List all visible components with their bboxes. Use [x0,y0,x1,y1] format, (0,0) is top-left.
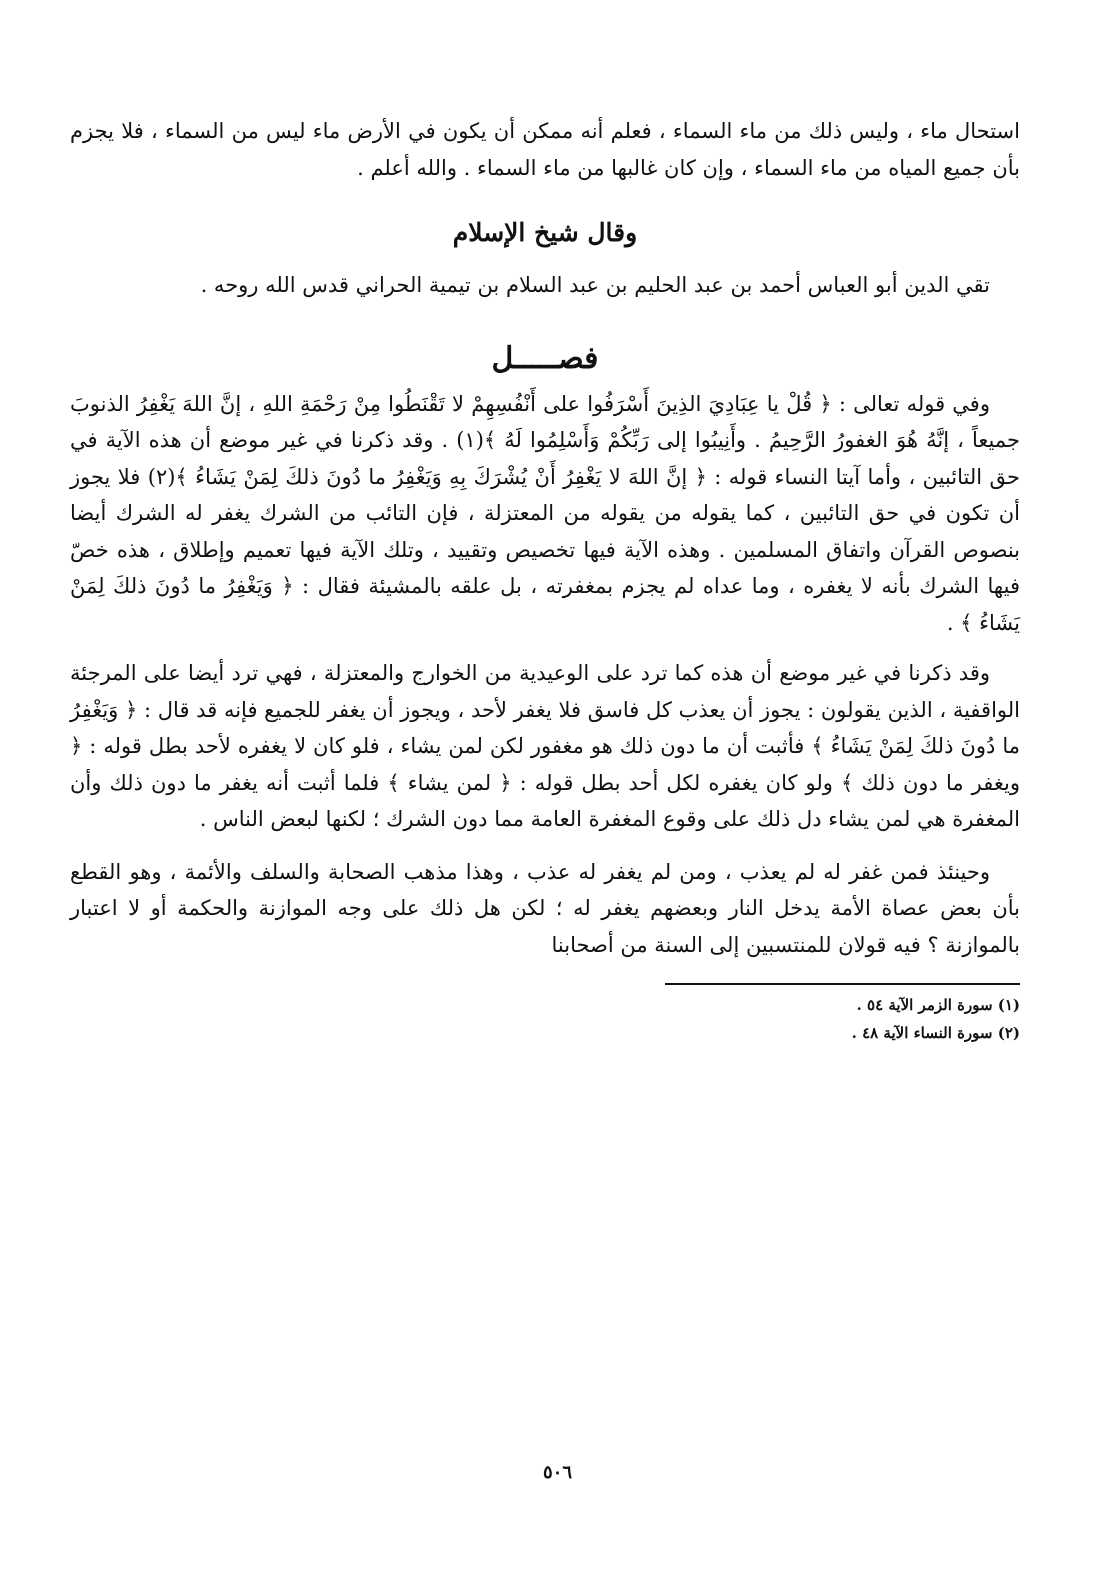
body-paragraph: وحينئذ فمن غفر له لم يعذب ، ومن لم يغفر له عذب ، وهذا مذهب الصحابة والسلف والأئمة ، وهو القطع بأن بعض عصاة الأمة يدخل النار وبعضهم يغفر له ؛ لكن هل ذلك على وجه الموازنة والحكمة أو لا اعتبار بالموازنة ؟ فيه قولان للمنتسبين إلى السنة من أصحابنا [70,859,1020,957]
author-attribution: تقي الدين أبو العباس أحمد بن عبد الحليم بن عبد السلام بن تيمية الحراني قدس الله روحه . [200,273,990,297]
footnote: (٢) سورة النساء الآية ٤٨ . [851,1024,1020,1042]
footnote-divider [665,983,1020,985]
page-number: ٥٠٦ [542,1462,572,1483]
section-heading: فصـــــل [491,340,599,376]
footnotes [70,991,1020,1047]
intro-paragraph: استحال ماء ، وليس ذلك من ماء السماء ، فعلم أنه ممكن أن يكون في الأرض ماء ليس من السماء ، فلا يجزم بأن جميع المياه من ماء السماء ، وإن كان غالبها من ماء السماء . والله أعلم . [70,119,1020,180]
body-paragraph: وفي قوله تعالى : ﴿ قُلْ يا عِبَادِيَ الذِينَ أَسْرَفُوا على أَنْفُسِهِمْ لا تَقْنَطُوا مِنْ رَحْمَةِ اللهِ ، إنَّ اللهَ يَغْفِرُ الذنوبَ جميعاً ، إنَّهُ هُوَ الغفورُ الرَّحِيمُ . وأَنِيبُوا إلى رَبِّكُمْ وَأَسْلِمُوا لَهُ ﴾(١) . وقد ذكرنا في غير موضع أن هذه الآية في حق التائبين ، وأما آيتا النساء قوله : ﴿ إنَّ اللهَ لا يَغْفِرُ أَنْ يُشْرَكَ بِهِ وَيَغْفِرُ ما دُونَ ذلكَ لِمَنْ يَشَاءُ ﴾(٢) فلا يجوز أن تكون في حق التائبين ، كما يقوله من يقوله من المعتزلة ، فإن التائب من الشرك يغفر له الشرك أيضا بنصوص القرآن واتفاق المسلمين . وهذه الآية فيها تخصيص وتقييد ، وتلك الآية فيها تعميم وإطلاق ، هذه خصّ فيها الشرك بأنه لا يغفره ، وما عداه لم يجزم بمغفرته ، بل علقه بالمشيئة فقال : ﴿ وَيَغْفِرُ ما دُونَ ذلكَ لِمَنْ يَشَاءُ ﴾ . [70,391,1020,635]
chapter-heading: وقال شيخ الإسلام [452,218,638,247]
book-page [70,105,1020,1541]
footnote: (١) سورة الزمر الآية ٥٤ . [856,996,1020,1014]
body-paragraph: وقد ذكرنا في غير موضع أن هذه كما ترد على الوعيدية من الخوارج والمعتزلة ، فهي ترد أيضا على المرجئة الواقفية ، الذين يقولون : يجوز أن يعذب كل فاسق فلا يغفر لأحد ، ويجوز أن يغفر للجميع فإنه قد قال : ﴿ وَيَغْفِرُ ما دُونَ ذلكَ لِمَنْ يَشَاءُ ﴾ فأثبت أن ما دون ذلك هو مغفور لكن لمن يشاء ، فلو كان لا يغفره لأحد بطل قوله : ﴿ ويغفر ما دون ذلك ﴾ ولو كان يغفره لكل أحد بطل قوله : ﴿ لمن يشاء ﴾ فلما أثبت أنه يغفر ما دون ذلك وأن المغفرة هي لمن يشاء دل ذلك على وقوع المغفرة العامة مما دون الشرك ؛ لكنها لبعض الناس . [70,661,1020,831]
